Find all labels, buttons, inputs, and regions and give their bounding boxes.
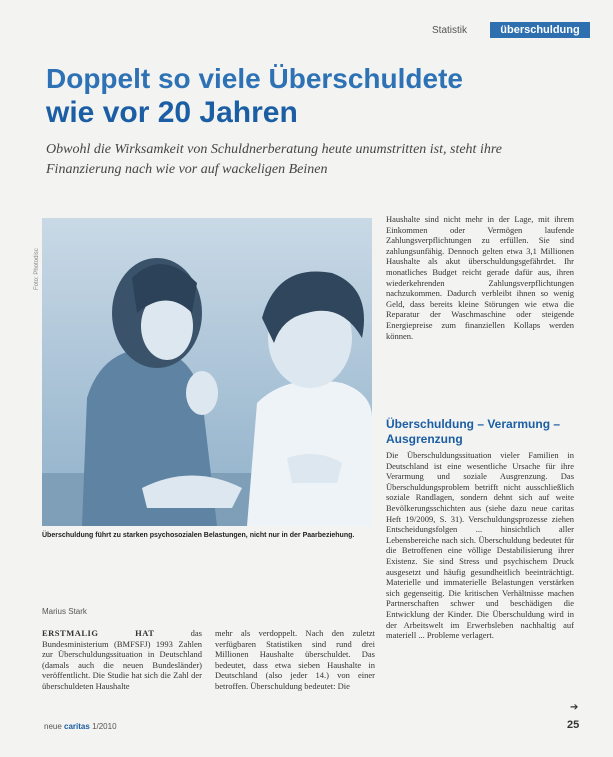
article-column-3-top: Haushalte sind nicht mehr in der Lage, mit ihrem Einkommen oder Vermögen laufende Zahlungsverpflichtungen zu erfüllen. Sie sind zahlungsunfähig. Dennoch gelten etwa 3,1 Millionen Haushalte als akut überschuldungsgefährdet. Ihr monatliches Budget reicht gerade dafür aus, ihren wiederkehrenden Zahlungsverpflichtungen nachzukommen. Dadurch verbleibt ihnen so wenig Geld, dass bereits kleine Störungen wie etwa die Reparatur der Waschmaschine oder steigende Energiepreise zum finanziellen Kollaps werden können.	[386, 214, 574, 341]
footer-magazine	[44, 722, 117, 731]
article-column-2: mehr als verdoppelt. Nach den zuletzt verfügbaren Statistiken sind rund drei Millionen Haushalte überschuldet. Das bedeutet, dass etwa sieben Haushalte in Deutschland (also jeder 14.) von einer betroffen. Überschuldung bedeutet: Die	[215, 628, 375, 691]
article-column-3-body: Die Überschuldungssituation vieler Familien in Deutschland ist eine wesentliche Ursache für ihre Verarmung und soziale Ausgrenzung. Das Überschuldungsproblem betrifft nicht ausschließlich soziale Randlagen, sondern dehnt sich auf weite Bevölkerungsschichten aus (siehe dazu neue caritas Heft 19/2009, S. 31). Verschuldungsprozesse ziehen Entscheidungsfolgen ... hinsichtlich aller Lebensbereiche nach sich. Überschuldung bedeutet für die Betroffenen eine völlige Destabilisierung ihrer Existenz. Sie sind Stress und psychischem Druck ausgesetzt und häufig gesundheitlich beeinträchtigt. Materielle und immaterielle Belastungen verstärken sich gegenseitig. Die kritischen Verhältnisse machen Partnerschaften schwer und beschädigen die Entwicklung der Kinder. Die Überschuldung wird in der Arbeitswelt im Erwerbsleben nachhaltig auf materiell ... Probleme verlagert.	[386, 450, 574, 641]
photo-credit: Foto: Photodisc	[34, 248, 40, 290]
magazine-name: caritas	[64, 722, 90, 731]
page-number: 25	[567, 719, 580, 731]
lead-words: ERSTMALIG HAT	[42, 628, 155, 638]
photo-caption: Überschuldung führt zu starken psychosozialen Belastungen, nicht nur in der Paarbeziehung.	[42, 532, 355, 539]
magazine-prefix: neue	[44, 722, 62, 731]
author-name: Marius Stark	[42, 607, 87, 616]
topic-badge: überschuldung	[490, 22, 590, 38]
section-label: Statistik	[432, 25, 468, 36]
headline-line-2: wie vor 20 Jahren	[46, 96, 298, 129]
continue-arrow-icon: ➔	[570, 702, 579, 713]
couple-photo-illustration	[42, 218, 372, 526]
sub-heading: Überschuldung – Verarmung – Ausgrenzung	[386, 417, 561, 446]
headline-line-1: Doppelt so viele Überschuldete	[46, 63, 463, 94]
issue-number: 1/2010	[92, 722, 117, 731]
subtitle: Obwohl die Wirksamkeit von Schuldnerberatung heute unumstritten ist, steht ihre Finanzierung nach wie vor auf wackeligen Beinen	[46, 142, 502, 177]
article-column-1	[42, 628, 202, 692]
article-photo	[42, 218, 372, 526]
column-1-text: das Bundesministerium (BMFSFJ) 1993 Zahlen zur Überschuldungssituation in Deutschland (damals auch die neuen Bundesländer) veröffentlicht. Die Studie hat sich die Zahl der überschuldeten Haushalte	[42, 628, 202, 691]
